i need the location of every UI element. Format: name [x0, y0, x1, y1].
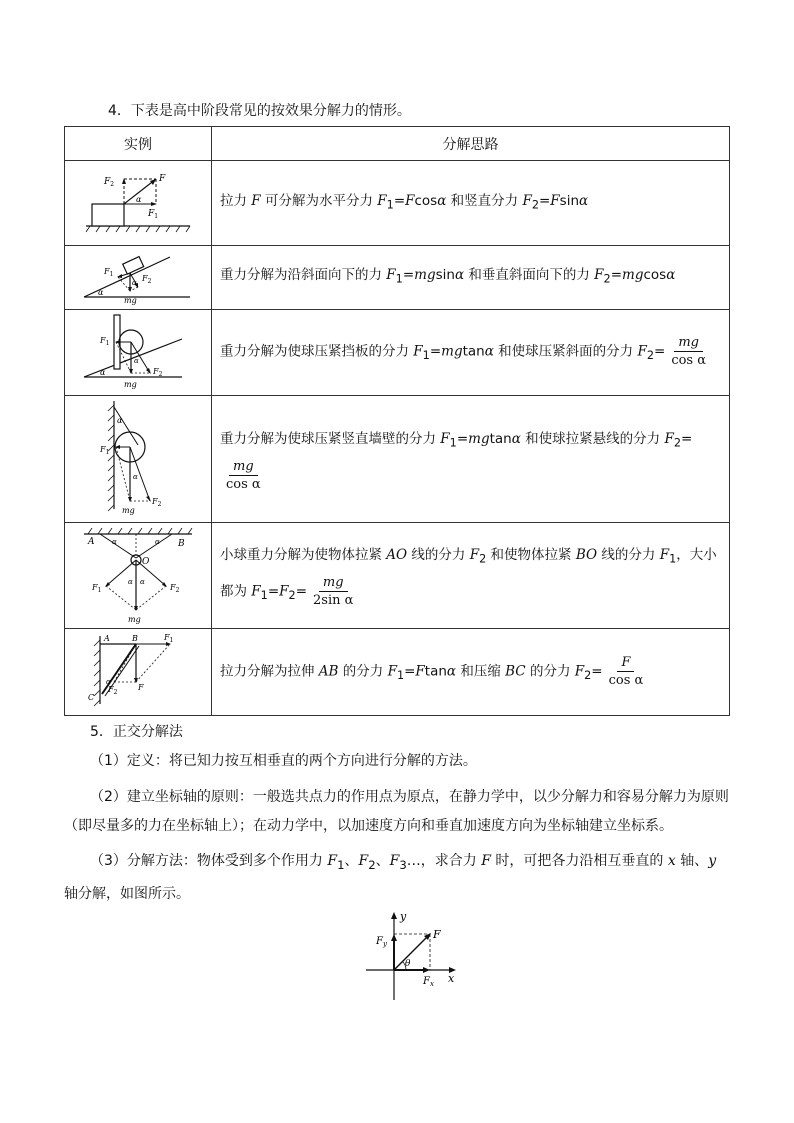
- header-example: 实例: [65, 127, 212, 161]
- fig4-mg-label: mg: [122, 506, 135, 515]
- row-text: 拉力 F 可分解为水平分力 $F_1=Fcos\alpha$ 和竖直分力 $F_2=Fsin\alpha$: [212, 161, 730, 246]
- fig5-alpha2-label: α: [155, 537, 160, 546]
- fig2-alpha1-label: α: [98, 287, 104, 297]
- fig5-mg-label: mg: [128, 614, 141, 624]
- figure-cell: [65, 396, 212, 523]
- fig2-alpha2-label: α: [132, 278, 137, 287]
- figure-ball-two-strings: [78, 524, 198, 624]
- figure-cell: [65, 310, 212, 396]
- row-text: 重力分解为使球压紧竖直墙壁的分力 $F_1=mgtan\alpha$ 和使球拉紧悬线的分力 $F_2=$ $\frac{mg}{\text{cos α}}$: [212, 396, 730, 523]
- figure-cell: [65, 629, 212, 716]
- figure-ball-wall-string: [78, 397, 198, 517]
- fig3-alpha2-label: α: [134, 356, 139, 365]
- figure-cell: [65, 161, 212, 246]
- fig3-f2-label: $F_2$: [153, 366, 163, 378]
- ortho-y-axis-label: y: [400, 910, 407, 923]
- fig6-f2-label: $F_2$: [108, 685, 118, 696]
- fig6-a-label: A: [104, 634, 110, 643]
- fig5-o-label: O: [142, 556, 150, 567]
- section5-method: （3）分解方法：物体受到多个作用力 $F_1$、$F_2$、$F_3\dots$，求合力 F 时，可把各力沿相互垂直的 x 轴、y 轴分解，如图所示。: [64, 853, 717, 902]
- figure-cell: [65, 246, 212, 310]
- table-header-row: [65, 127, 730, 161]
- ortho-x-axis-label: x: [448, 972, 455, 985]
- fig4-f2-label: $F_2$: [152, 497, 162, 508]
- fig5-f1-label: $F_1$: [92, 582, 102, 594]
- fig5-alpha1-label: α: [112, 537, 117, 546]
- fraction: $\frac{mg}{\text{2sin α}}$: [313, 574, 354, 608]
- fig4-f1-label: $F_1$: [100, 445, 110, 456]
- fig1-f-label: F: [159, 173, 166, 184]
- table-row: [65, 523, 730, 629]
- fraction: $\frac{mg}{\text{cos α}}$: [671, 335, 707, 369]
- figure-bracket-abc: [78, 630, 198, 710]
- fig1-f1-label: $F_1$: [148, 208, 159, 220]
- fig3-alpha1-label: α: [100, 367, 106, 377]
- row-text: 重力分解为使球压紧挡板的分力 $F_1=mgtan\alpha$ 和使球压紧斜面的分力 $F_2=$ $\frac{mg}{\text{cos α}}$: [212, 310, 730, 396]
- fig2-f1-label: $F_1$: [104, 266, 114, 278]
- fig4-alpha1-label: α: [117, 416, 123, 425]
- fig2-mg-label: mg: [124, 295, 137, 305]
- fig5-alpha4-label: α: [140, 577, 145, 586]
- figure-incline-block: [78, 247, 198, 305]
- fig1-f2-label: $F_2$: [104, 176, 115, 188]
- fig2-f2-label: $F_2$: [142, 273, 152, 285]
- fig6-f-label: F: [138, 683, 144, 692]
- ortho-fx-label: $F_x$: [423, 976, 434, 988]
- fig6-b-label: B: [132, 634, 138, 643]
- section5-title: 5．正交分解法: [90, 724, 183, 740]
- force-decomposition-table: [64, 126, 730, 716]
- table-row: [65, 246, 730, 310]
- row-text: 重力分解为沿斜面向下的力 $F_1=mgsin\alpha$ 和垂直斜面向下的力 $F_2=mgcos\alpha$: [212, 246, 730, 310]
- table-row: [65, 161, 730, 246]
- table-row: [65, 396, 730, 523]
- figure-cell: [65, 523, 212, 629]
- fig1-alpha-label: α: [136, 194, 142, 204]
- fig4-alpha2-label: α: [133, 473, 138, 481]
- fig5-alpha3-label: α: [128, 577, 133, 586]
- figure-pull-block: [78, 164, 198, 239]
- ortho-theta-label: θ: [405, 959, 411, 969]
- fig3-mg-label: mg: [124, 379, 137, 389]
- row-text: 小球重力分解为使物体拉紧 AO 线的分力 $F_2$ 和使物体拉紧 BO 线的分力 $F_1$，大小都为 $F_1=F_2=$ $\frac{mg}{\text{2sin α}}$: [212, 523, 730, 629]
- table-row: [65, 310, 730, 396]
- fig5-a-label: A: [88, 536, 95, 547]
- row-text: 拉力分解为拉伸 AB 的分力 $F_1=Ftan\alpha$ 和压缩 BC 的分力 $F_2=$ $\frac{F}{\text{cos α}}$: [212, 629, 730, 716]
- figure-orthogonal-decomposition: [360, 908, 470, 1004]
- fraction: $\frac{mg}{\text{cos α}}$: [226, 458, 261, 492]
- ortho-fy-label: $F_y$: [376, 936, 387, 948]
- table-row: [65, 629, 730, 716]
- fig6-f1-label: $F_1$: [164, 633, 174, 644]
- fig5-b-label: B: [178, 538, 185, 549]
- fraction: $\frac{F}{\text{cos α}}$: [608, 654, 644, 688]
- fig6-c-label: C: [88, 693, 95, 702]
- fig5-f2-label: $F_2$: [170, 582, 180, 594]
- section5-axis-principle: （2）建立坐标轴的原则：一般选共点力的作用点为原点，在静力学中，以少分解力和容易分解力为原则（即尽量多的力在坐标轴上）；在动力学中，以加速度方向和垂直加速度方向为坐标轴建立坐标系。: [64, 789, 729, 834]
- section5-definition: （1）定义：将已知力按互相垂直的两个方向进行分解的方法。: [90, 753, 477, 769]
- fig3-f1-label: $F_1$: [100, 335, 110, 347]
- ortho-f-label: F: [433, 928, 441, 941]
- intro-text: 4．下表是高中阶段常见的按效果分解力的情形。: [108, 103, 411, 119]
- figure-ball-board-incline: [78, 311, 198, 391]
- fig6-alpha-label: α: [106, 678, 111, 686]
- header-idea: 分解思路: [212, 127, 730, 161]
